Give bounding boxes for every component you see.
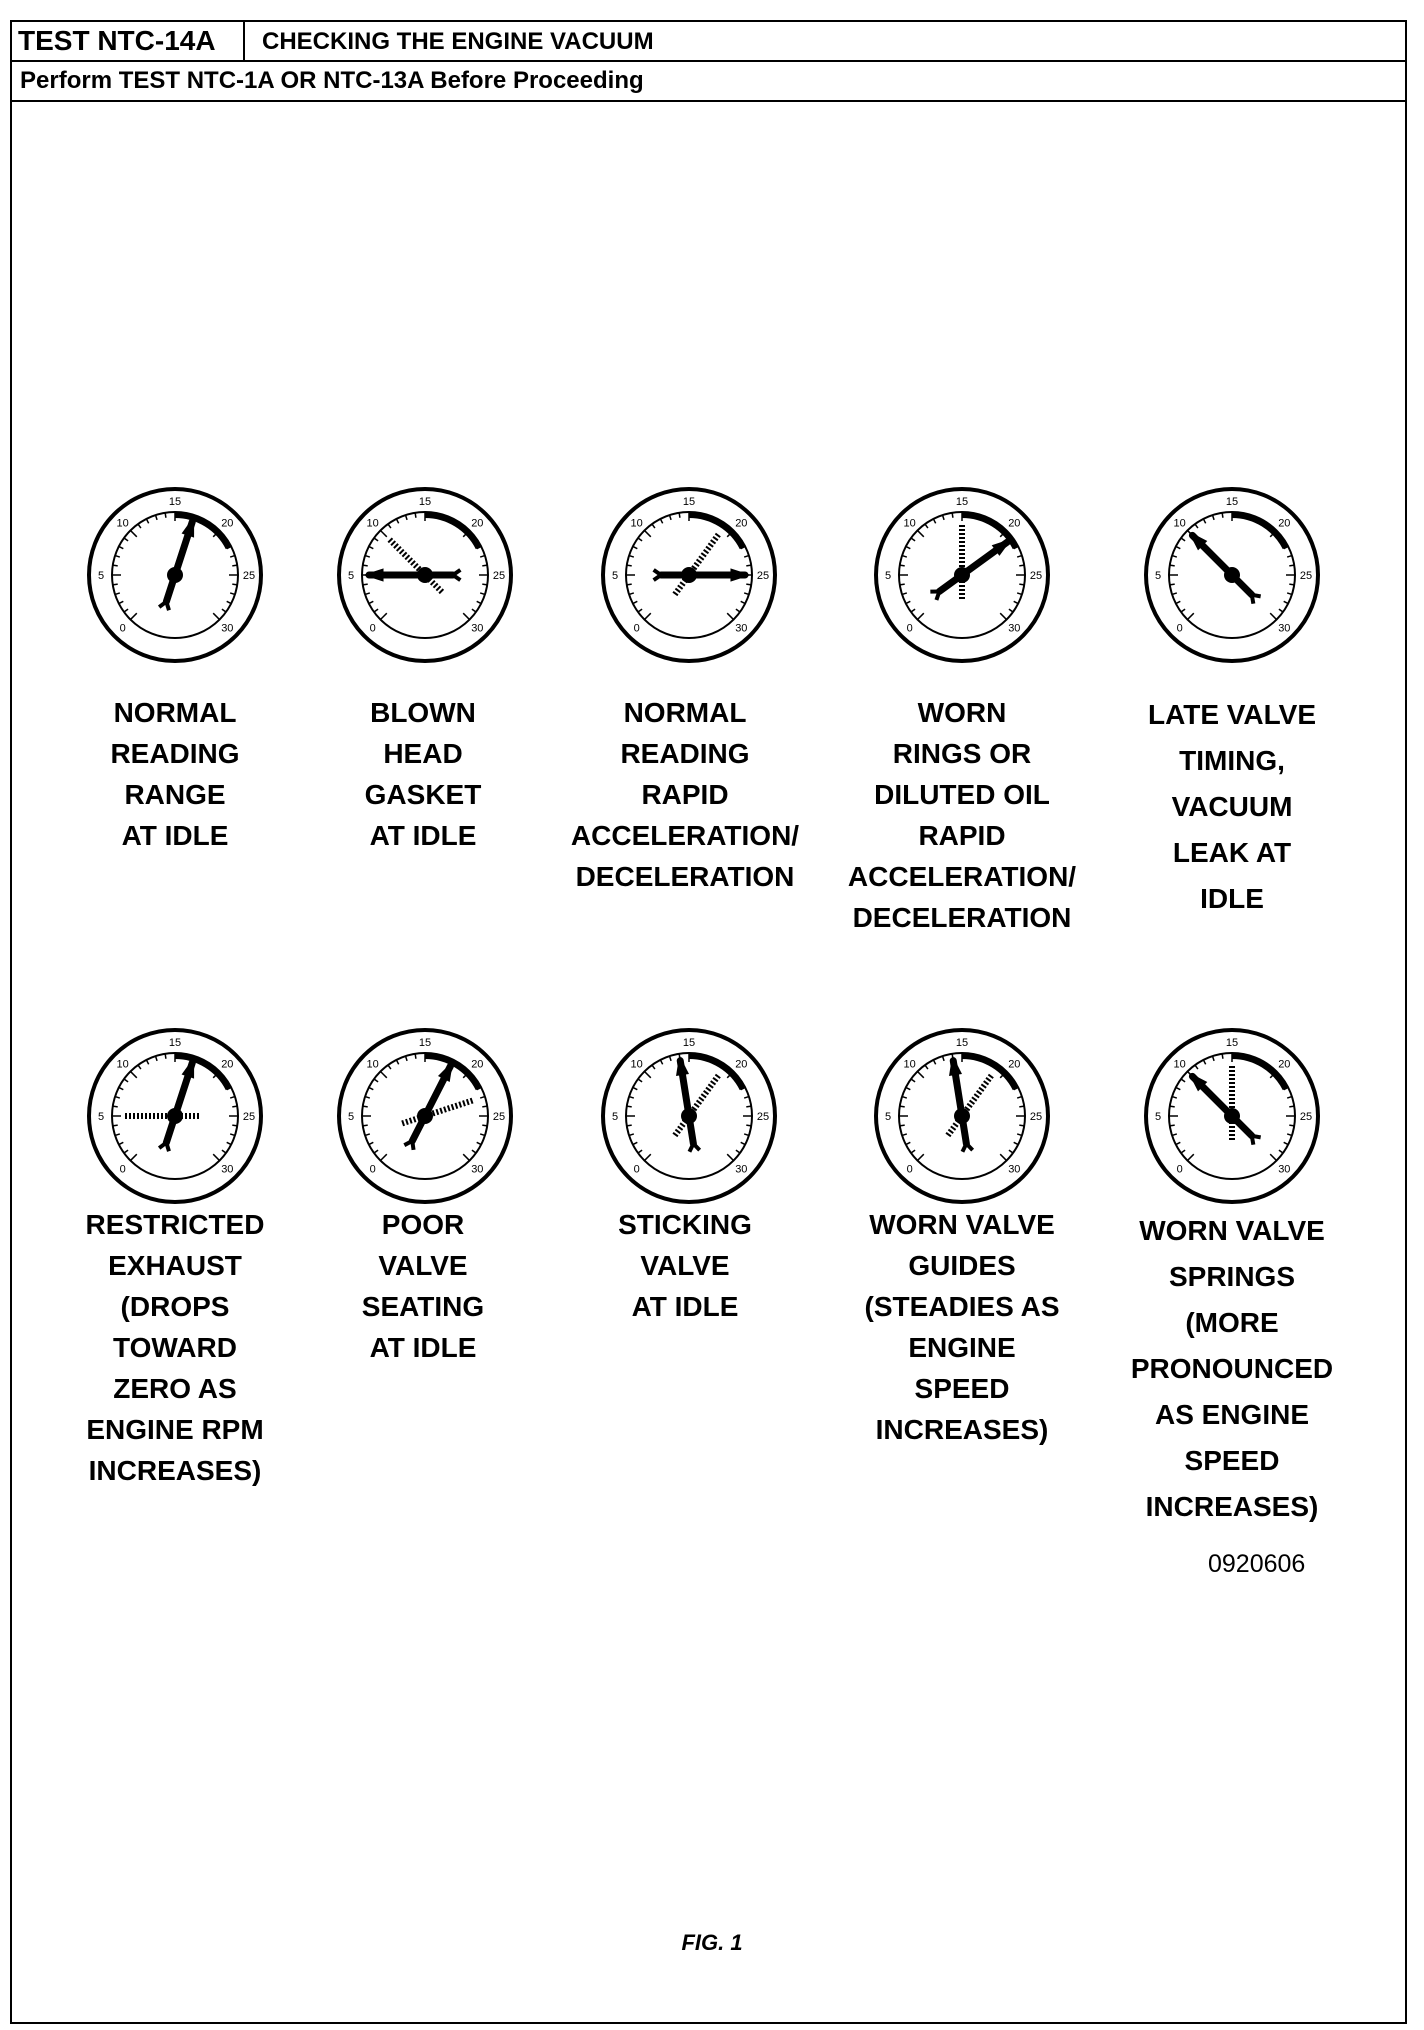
gauge-tick [363, 1125, 368, 1126]
gauge-scale-label: 15 [682, 1037, 696, 1049]
header-row [12, 22, 1405, 62]
gauge-tick [1289, 565, 1294, 566]
gauge-scale-label: 5 [884, 1111, 892, 1123]
gauge-tick [232, 584, 237, 585]
gauge-tick [165, 1054, 166, 1059]
gauge-scale-label: 30 [735, 1163, 748, 1176]
gauge-tick [746, 565, 751, 566]
gauge-needle-tail [936, 591, 939, 600]
gauge-scale-label: 10 [630, 1058, 643, 1071]
gauge-tick [363, 1106, 368, 1107]
gauge-scale-label: 0 [633, 622, 640, 635]
gauge-scale-label: 10 [903, 1058, 916, 1071]
gauge-pivot [954, 567, 970, 583]
vacuum-gauge-worn-valve-guides [871, 1025, 1053, 1207]
gauge-tick [900, 584, 905, 585]
gauge-scale-label: 20 [735, 517, 748, 530]
gauge-scale-label: 25 [492, 1111, 506, 1123]
gauge-tick [1241, 1054, 1242, 1059]
gauge-scale-label: 15 [168, 496, 182, 508]
gauge-scale-label: 0 [906, 622, 913, 635]
gauge-tick [232, 1125, 237, 1126]
gauge-tick [1222, 513, 1223, 518]
gauge-scale-label: 15 [418, 1037, 432, 1049]
gauge-scale-label: 20 [471, 517, 484, 530]
gauge-scale-label: 10 [116, 517, 129, 530]
gauge-scale-label: 25 [756, 570, 770, 582]
gauge-scale-label: 25 [1029, 1111, 1043, 1123]
test-title: CHECKING THE ENGINE VACUUM [262, 28, 654, 55]
gauge-scale-label: 5 [611, 1111, 619, 1123]
gauge-tick [679, 513, 680, 518]
gauge-tick [482, 565, 487, 566]
gauge-pivot [167, 567, 183, 583]
gauge-tick [1289, 1125, 1294, 1126]
gauge-tick [627, 584, 632, 585]
gauge-pivot [417, 1108, 433, 1124]
gauge-needle-tail [1252, 1136, 1261, 1138]
gauge-tick [482, 584, 487, 585]
gauge-scale-label: 20 [221, 517, 234, 530]
gauge-pivot [1224, 1108, 1240, 1124]
gauge-tick [482, 1106, 487, 1107]
gauge-needle-tail [166, 1143, 169, 1152]
vacuum-gauge-blown-head-gasket [334, 484, 516, 666]
gauge-scale-label: 10 [1173, 1058, 1186, 1071]
gauge-tick [113, 1106, 118, 1107]
gauge-scale-label: 20 [471, 1058, 484, 1071]
vacuum-gauge-normal-rapid [598, 484, 780, 666]
vacuum-gauge-normal-idle [84, 484, 266, 666]
gauge-scale-label: 0 [633, 1163, 640, 1176]
gauge-tick [434, 513, 435, 518]
gauge-scale-label: 30 [1008, 1163, 1021, 1176]
gauge-scale-label: 15 [1225, 1037, 1239, 1049]
gauge-scale-label: 10 [366, 517, 379, 530]
gauge-label-worn-valve-guides: WORN VALVE GUIDES (STEADIES AS ENGINE SPEED INCREASES) [864, 1209, 1060, 1445]
gauge-tick [184, 1054, 185, 1059]
gauge-tick [627, 565, 632, 566]
gauge-pivot [681, 567, 697, 583]
gauge-tick [1019, 584, 1024, 585]
gauge-tick [1170, 565, 1175, 566]
gauge-scale-label: 10 [116, 1058, 129, 1071]
gauge-label-worn-valve-springs: WORN VALVE SPRINGS (MORE PRONOUNCED AS ENGINE SPEED INCREASES) [1130, 1215, 1334, 1522]
gauge-tick [113, 565, 118, 566]
gauge-pivot [1224, 567, 1240, 583]
gauge-scale-label: 0 [906, 1163, 913, 1176]
figure-reference-number: 0920606 [1208, 1550, 1306, 1578]
gauge-scale-label: 5 [1154, 570, 1162, 582]
gauge-scale-label: 30 [221, 622, 234, 635]
gauge-scale-label: 15 [1225, 496, 1239, 508]
gauge-scale-label: 25 [242, 1111, 256, 1123]
gauge-scale-label: 5 [611, 570, 619, 582]
gauge-scale-label: 25 [756, 1111, 770, 1123]
gauge-scale-label: 30 [735, 622, 748, 635]
gauge-scale-label: 0 [119, 1163, 126, 1176]
vacuum-gauge-restricted-exhaust [84, 1025, 266, 1207]
gauge-scale-label: 15 [168, 1037, 182, 1049]
gauge-scale-label: 5 [97, 570, 105, 582]
gauge-label-poor-valve-seating: POOR VALVE SEATING AT IDLE [361, 1209, 485, 1363]
gauge-needle-tail [166, 602, 169, 611]
gauge-tick [1289, 584, 1294, 585]
gauge-tick [1241, 513, 1242, 518]
gauge-tick [746, 1125, 751, 1126]
test-id: TEST NTC-14A [12, 22, 245, 60]
gauge-tick [363, 565, 368, 566]
figure-caption: FIG. 1 [681, 1930, 743, 1955]
gauge-tick [165, 513, 166, 518]
gauge-scale-label: 15 [955, 496, 969, 508]
gauge-scale-label: 20 [1008, 1058, 1021, 1071]
gauge-tick [1289, 1106, 1294, 1107]
gauge-tick [415, 1054, 416, 1059]
vacuum-gauge-sticking-valve [598, 1025, 780, 1207]
gauge-tick [1170, 1106, 1175, 1107]
gauge-scale-label: 30 [1278, 1163, 1291, 1176]
gauge-scale-label: 20 [1008, 517, 1021, 530]
gauge-label-normal-idle: NORMAL READING RANGE AT IDLE [110, 697, 240, 851]
gauge-tick [434, 1054, 435, 1059]
gauge-tick [698, 1054, 699, 1059]
vacuum-gauge-poor-valve-seating [334, 1025, 516, 1207]
gauge-label-sticking-valve: STICKING VALVE AT IDLE [618, 1209, 752, 1322]
gauge-tick [113, 1125, 118, 1126]
gauge-scale-label: 25 [492, 570, 506, 582]
gauge-tick [1170, 584, 1175, 585]
gauge-scale-label: 10 [366, 1058, 379, 1071]
gauge-scale-label: 0 [369, 622, 376, 635]
gauge-scale-label: 5 [347, 1111, 355, 1123]
gauge-scale-label: 30 [221, 1163, 234, 1176]
prerequisite-note: Perform TEST NTC-1A OR NTC-13A Before Proceeding [12, 62, 1405, 102]
gauge-scale-label: 30 [1278, 622, 1291, 635]
gauge-scale-label: 30 [471, 622, 484, 635]
gauge-label-worn-rings: WORN RINGS OR DILUTED OIL RAPID ACCELERATION/ DECELERATION [847, 697, 1077, 933]
gauge-tick [746, 584, 751, 585]
gauge-tick [1019, 1106, 1024, 1107]
gauge-tick [900, 1106, 905, 1107]
vacuum-gauge-worn-valve-springs [1141, 1025, 1323, 1207]
test-frame [10, 20, 1407, 2024]
gauge-tick [971, 513, 972, 518]
gauge-scale-label: 30 [471, 1163, 484, 1176]
gauge-tick [482, 1125, 487, 1126]
gauge-pivot [681, 1108, 697, 1124]
gauge-scale-label: 15 [955, 1037, 969, 1049]
gauge-tick [627, 1125, 632, 1126]
gauge-label-normal-rapid: NORMAL READING RAPID ACCELERATION/ DECELERATION [570, 697, 800, 892]
gauge-tick [971, 1054, 972, 1059]
gauge-tick [1019, 565, 1024, 566]
vacuum-gauge-late-valve-timing [1141, 484, 1323, 666]
gauge-tick [1170, 1125, 1175, 1126]
gauge-scale-label: 20 [1278, 517, 1291, 530]
gauge-pivot [954, 1108, 970, 1124]
gauge-scale-label: 5 [347, 570, 355, 582]
gauge-label-restricted-exhaust: RESTRICTED EXHAUST (DROPS TOWARD ZERO AS ENGINE RPM INCREASES) [85, 1209, 265, 1486]
gauge-scale-label: 20 [735, 1058, 748, 1071]
gauge-tick [746, 1106, 751, 1107]
gauge-scale-label: 0 [1176, 1163, 1183, 1176]
gauge-scale-label: 5 [1154, 1111, 1162, 1123]
gauge-scale-label: 0 [119, 622, 126, 635]
gauge-tick [415, 513, 416, 518]
gauge-tick [363, 584, 368, 585]
gauge-scale-label: 10 [630, 517, 643, 530]
gauge-scale-label: 15 [418, 496, 432, 508]
gauge-tick [232, 1106, 237, 1107]
gauge-scale-label: 25 [242, 570, 256, 582]
gauge-pivot [417, 567, 433, 583]
gauge-tick [232, 565, 237, 566]
gauge-scale-label: 25 [1029, 570, 1043, 582]
gauge-scale-label: 0 [1176, 622, 1183, 635]
gauge-label-blown-head-gasket: BLOWN HEAD GASKET AT IDLE [364, 697, 482, 851]
gauge-needle-tail [1252, 595, 1261, 597]
gauge-scale-label: 15 [682, 496, 696, 508]
gauge-tick [113, 584, 118, 585]
gauge-tick [900, 1125, 905, 1126]
gauge-scale-label: 20 [1278, 1058, 1291, 1071]
gauge-scale-label: 30 [1008, 622, 1021, 635]
gauge-tick [627, 1106, 632, 1107]
gauge-scale-label: 5 [97, 1111, 105, 1123]
gauge-needle-tail [412, 1141, 413, 1150]
gauge-label-late-valve-timing: LATE VALVE TIMING, VACUUM LEAK AT IDLE [1148, 699, 1316, 914]
gauge-scale-label: 0 [369, 1163, 376, 1176]
gauge-scale-label: 25 [1299, 570, 1313, 582]
gauge-tick [1019, 1125, 1024, 1126]
gauge-tick [900, 565, 905, 566]
vacuum-gauge-worn-rings [871, 484, 1053, 666]
gauge-pivot [167, 1108, 183, 1124]
gauge-scale-label: 10 [903, 517, 916, 530]
gauge-tick [1222, 1054, 1223, 1059]
gauge-tick [952, 513, 953, 518]
gauge-scale-label: 20 [221, 1058, 234, 1071]
gauge-scale-label: 25 [1299, 1111, 1313, 1123]
gauge-tick [184, 513, 185, 518]
gauge-tick [698, 513, 699, 518]
gauge-scale-label: 10 [1173, 517, 1186, 530]
gauge-scale-label: 5 [884, 570, 892, 582]
